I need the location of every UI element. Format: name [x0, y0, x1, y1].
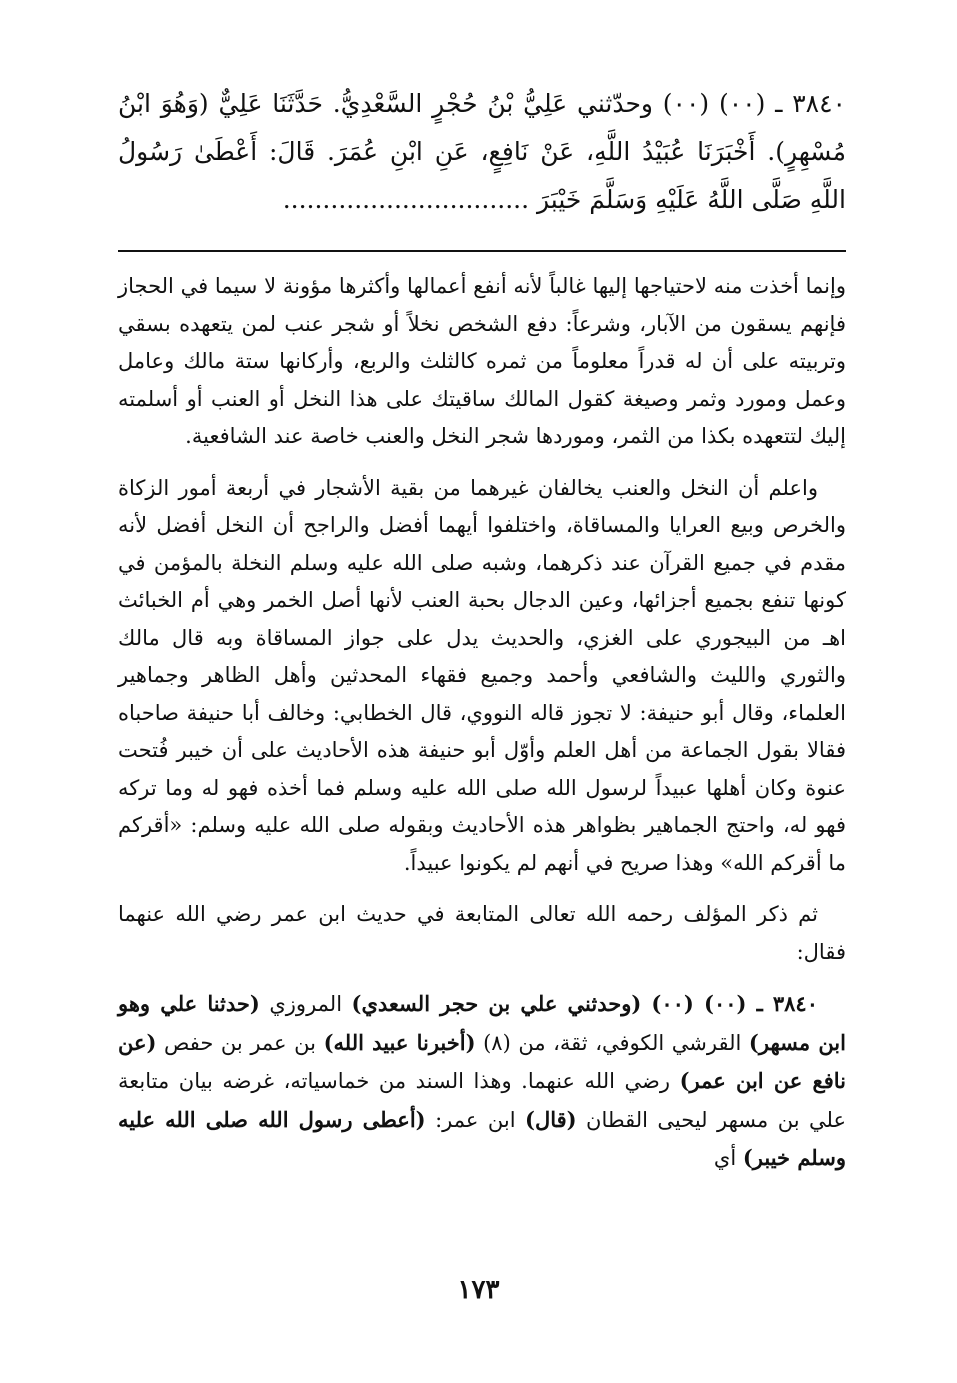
hadith-continuation-dots: ...............................: [282, 185, 530, 214]
chain-note: ابن عمر:: [425, 1107, 526, 1132]
page-number: ١٧٣: [457, 1275, 500, 1305]
narrator-note: بن عمر بن حفص: [156, 1030, 324, 1055]
commentary-paragraph-1: وإنما أخذت منه لاحتياجها إليها غالباً لأنه أنفع أعمالها وأكثرها مؤونة لا سيما في الحجاز فإنهم يسقون من الآبار، وشرعاً: دفع الشخص نخلاً أو شجر عنب لمن يتعهده بسقي وتربيته على أن له قدراً معلوماً من ثمره كالثلث والربع، وأركانها ستة مالك وعامل وعمل ومورد وثمر وصيغة كقول المالك ساقيتك على هذا النخل أو العنب أو أسلمته إليك لتتعهده بكذا من الثمر، وموردها شجر النخل والعنب خاصة عند الشافعية.: [118, 274, 846, 448]
commentary-section: [118, 268, 846, 1192]
footnote-separator: [118, 250, 846, 252]
commentary-paragraph-4: [118, 985, 846, 1178]
commentary-paragraph-3: ثم ذكر المؤلف رحمه الله تعالى المتابعة في حديث ابن عمر رضي الله عنهما فقال:: [118, 902, 846, 964]
chain-note: رضي الله عنهما. وهذا السند من خماسياته، غرضه بيان متابعة علي بن مسهر ليحيى القطان: [118, 1069, 847, 1132]
hadith-text-bold: (أعطى رسول الله صلى الله عليه وسلم خيبر): [118, 1106, 846, 1170]
narrator-bold: (عن نافع عن ابن عمر): [118, 1029, 846, 1093]
commentary-paragraph-2: واعلم أن النخل والعنب يخالفان غيرهما من بقية الأشجار في أربعة أمور الزكاة والخرص وبيع العرايا والمساقاة، واختلفوا أيهما أفضل والراجح أن النخل أفضل لأنه مقدم في جميع القرآن عند ذكرهما، وشبه صلى الله عليه وسلم النخلة بالمؤمن في كونها تنفع بجميع أجزائها، وعين الدجال بحبة العنب لأنها أصل الخمر وهي أم الخبائث اهـ من البيجوري على الغزي، والحديث يدل على جواز المساقاة وبه قال مالك والثوري والليث والشافعي وأحمد وجميع فقهاء المحدثين وأهل الظاهر وجماهير العلماء، وقال أبو حنيفة: لا تجوز قاله النووي، قال الخطابي: وخالف أبا حنيفة صاحباه فقالا بقول الجماعة من أهل العلم وأوّل أبو حنيفة هذه الأحاديث على أن خيبر فُتحت عنوة وكان أهلها عبيداً لرسول الله صلى الله عليه وسلم فما أخذه فهو له وما تركه فهو له، واحتج الجماهير بظواهر هذه الأحاديث وبقوله صلى الله عليه وسلم: «أقركم ما أقركم الله» وهذا صريح في أنهم لم يكونوا عبيداً.: [118, 475, 846, 875]
hadith-number-bold: ٣٨٤٠ ـ (٠٠) (٠٠) (وحدثني علي بن حجر السعدي): [351, 991, 818, 1016]
narrator-note: القرشي الكوفي، ثقة، من (٨): [475, 1030, 749, 1055]
continuation-word: أي: [713, 1146, 743, 1170]
hadith-text: ٣٨٤٠ ـ (٠٠) (٠٠) وحدّثني عَلِيُّ بْنُ حُجْرٍ السَّعْدِيُّ. حَدَّثَنَا عَلِيٌّ (وَهُوَ ابْنُ مُسْهِرٍ). أَخْبَرَنَا عُبَيْدُ اللَّهِ، عَنْ نَافِعٍ، عَنِ ابْنِ عُمَرَ. قَالَ: أَعْطَىٰ رَسُولُ اللَّهِ صَلَّى اللَّهُ عَلَيْهِ وَسَلَّمَ خَيْبَرَ: [118, 89, 846, 214]
narrator-note: المروزي: [259, 992, 352, 1016]
narrator-bold: (حدثنا علي وهو ابن مسهر): [118, 991, 846, 1055]
narrator-bold: (أخبرنا عبيد الله): [323, 1029, 476, 1055]
quote-bold: (قال): [525, 1106, 577, 1132]
hadith-text-block: [118, 80, 846, 224]
